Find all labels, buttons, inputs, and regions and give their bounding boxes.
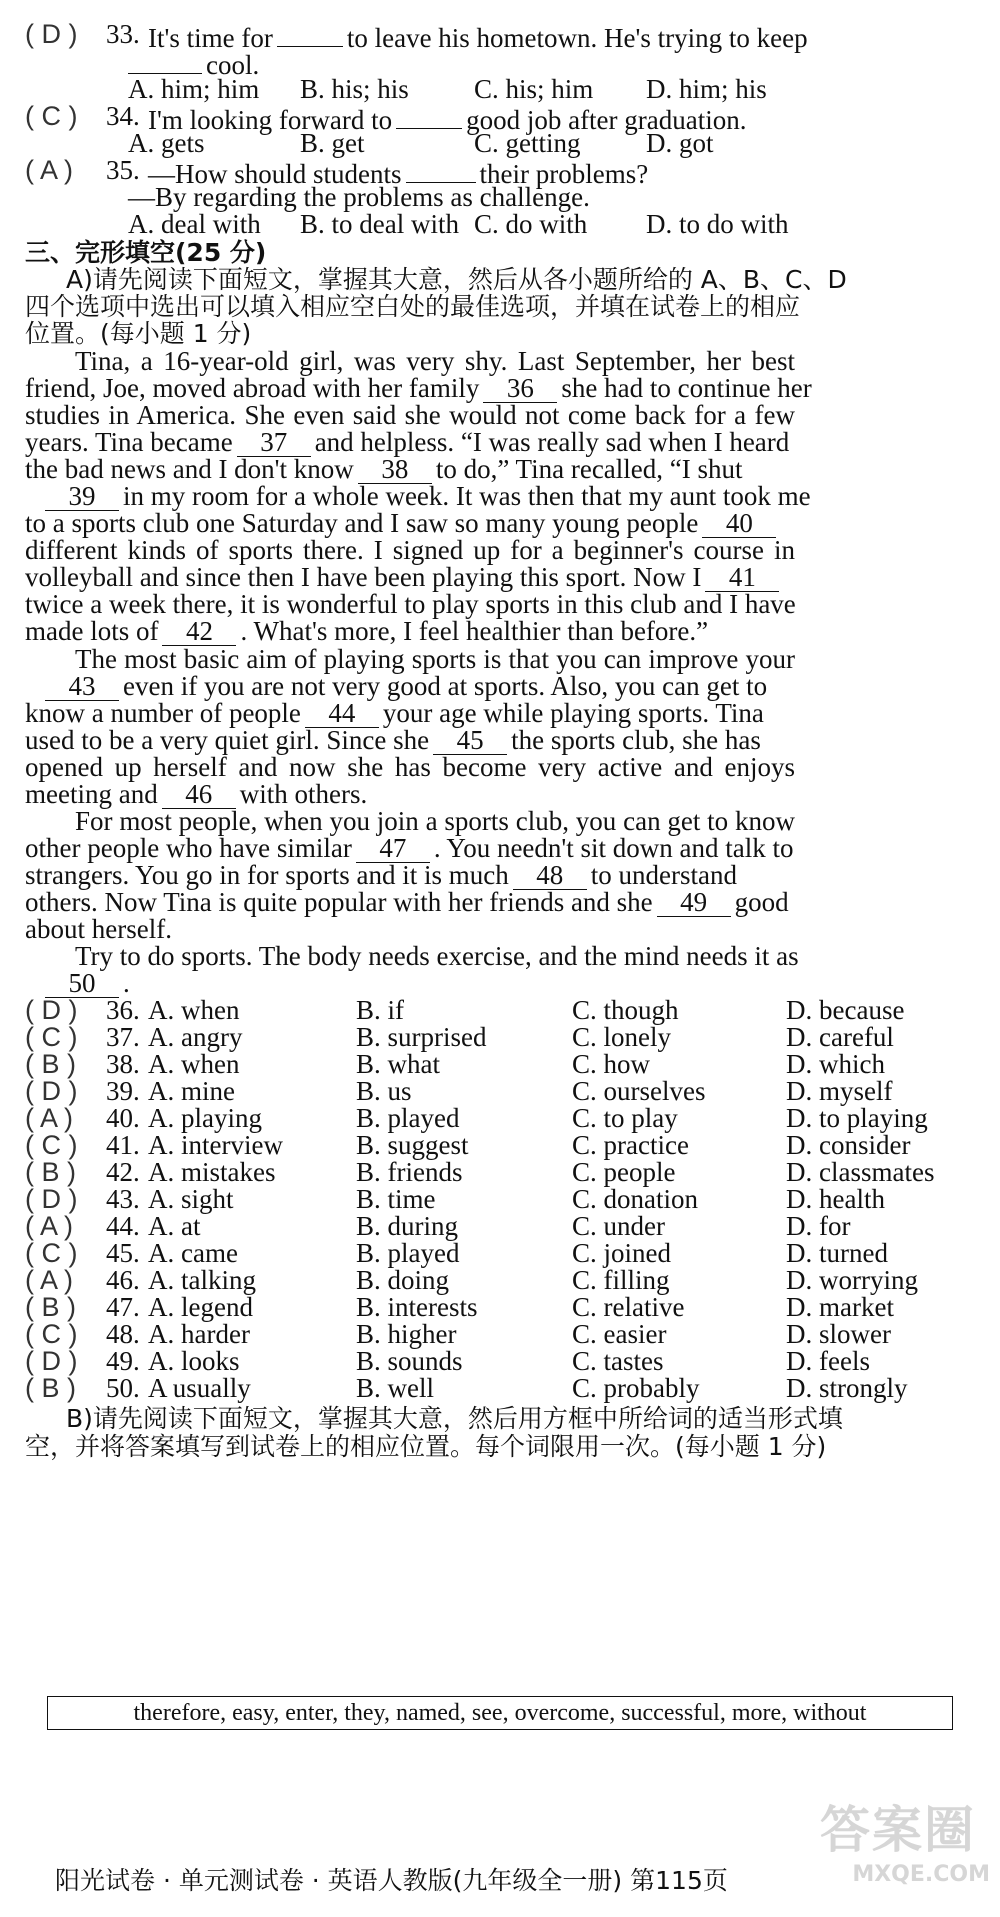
passage-line: know a number of people 44 your age while playing sports. Tina bbox=[25, 698, 764, 728]
passage-line: 43 even if you are not very good at sports. Also, you can get to bbox=[25, 670, 1000, 703]
option-row: ( D ) 49. A. looks B. sounds C. tastes D. feels bbox=[25, 1346, 870, 1376]
answer-mark: ( D ) bbox=[25, 19, 78, 49]
passage-line: to a sports club one Saturday and I saw so many young people 40 bbox=[25, 507, 1000, 540]
passage-line: The most basic aim of playing sports is that you can improve your bbox=[75, 644, 795, 674]
blank-41: 41 bbox=[705, 563, 779, 592]
option-row: ( A ) 40. A. playing B. played C. to play D. to playing bbox=[25, 1103, 928, 1133]
option-a: A. gets bbox=[128, 128, 205, 158]
question-text: It's time for to leave his hometown. He's trying to keep bbox=[148, 18, 808, 55]
option-row: ( D ) 36. A. when B. if C. though D. because bbox=[25, 995, 905, 1025]
instructions bbox=[0, 1430, 1000, 1463]
page-footer: 阳光试卷 · 单元测试卷 · 英语人教版(九年级全一册) 第115页 bbox=[55, 1866, 728, 1895]
passage-line: friend, Joe, moved abroad with her family 36 she had to continue her bbox=[25, 373, 812, 403]
option-row: ( D ) 43. A. sight B. time C. donation D. health bbox=[25, 1184, 885, 1214]
option-b: B. get bbox=[300, 128, 365, 158]
blank bbox=[406, 154, 476, 183]
option-b: B. his; his bbox=[300, 74, 409, 104]
passage-line: about herself. bbox=[25, 914, 172, 944]
option-c: C. his; him bbox=[474, 74, 594, 104]
answer-mark: ( C ) bbox=[25, 101, 78, 131]
option-d: D. got bbox=[646, 128, 714, 158]
instruction-line: 空，并将答案填写到试卷上的相应位置。每个词限用一次。(每小题 1 分) bbox=[25, 1432, 827, 1461]
passage-line: opened up herself and now she has become very active and enjoys bbox=[25, 752, 795, 782]
passage-line: twice a week there, it is wonderful to play sports in this club and I have bbox=[25, 589, 796, 619]
passage-line: the bad news and I don't know 38 to do,” Tina recalled, “I shut bbox=[25, 454, 743, 484]
option-row: ( D ) 39. A. mine B. us C. ourselves D. myself bbox=[25, 1076, 893, 1106]
option-row: ( B ) 38. A. when B. what C. how D. which bbox=[25, 1049, 885, 1079]
passage-line: studies in America. She even said she would not come back for a few bbox=[25, 400, 795, 430]
question-text: cool. bbox=[128, 45, 259, 82]
passage-line: Try to do sports. The body needs exercise, and the mind needs it as bbox=[75, 941, 799, 971]
question-number: 33. bbox=[106, 19, 140, 49]
option-row: ( C ) 37. A. angry B. surprised C. lonely D. careful bbox=[25, 1022, 894, 1052]
blank-44: 44 bbox=[305, 699, 379, 728]
passage-line: 39 in my room for a whole week. It was then that my aunt took me bbox=[25, 480, 1000, 513]
answer-mark: ( A ) bbox=[25, 155, 74, 185]
option-a: A. him; him bbox=[128, 74, 260, 104]
option-d: D. him; his bbox=[646, 74, 767, 104]
instruction-line: B)请先阅读下面短文，掌握其大意，然后用方框中所给词的适当形式填 bbox=[66, 1404, 843, 1433]
blank bbox=[128, 45, 202, 74]
blank-42: 42 bbox=[162, 617, 236, 646]
passage-line: Tina, a 16-year-old girl, was very shy. Last September, her best bbox=[75, 346, 795, 376]
watermark bbox=[820, 1790, 990, 1910]
blank bbox=[396, 100, 462, 129]
blank-40: 40 bbox=[702, 509, 776, 538]
section-heading-text: 三、完形填空(25 分) bbox=[25, 238, 267, 267]
option-b: B. to deal with bbox=[300, 209, 459, 239]
blank-38: 38 bbox=[358, 455, 432, 484]
question-number: 34. bbox=[106, 101, 140, 131]
option-row: ( B ) 50. A usually B. well C. probably D. strongly bbox=[25, 1373, 908, 1403]
option-c: C. getting bbox=[474, 128, 581, 158]
option-a: A. deal with bbox=[128, 209, 261, 239]
option-row: ( B ) 47. A. legend B. interests C. relative D. market bbox=[25, 1292, 894, 1322]
passage-line: other people who have similar 47 . You needn't sit down and talk to bbox=[25, 833, 794, 863]
question-text: —How should students their problems? bbox=[148, 154, 648, 191]
passage-line: strangers. You go in for sports and it is much 48 to understand bbox=[25, 860, 737, 890]
blank-39: 39 bbox=[45, 482, 119, 511]
watermark-url: MXQE.COM bbox=[852, 1862, 990, 1887]
blank-43: 43 bbox=[45, 672, 119, 701]
word-bank-box: therefore, easy, enter, they, named, see, overcome, successful, more, without bbox=[47, 1696, 953, 1730]
instruction-line: 四个选项中选出可以填入相应空白处的最佳选项，并填在试卷上的相应 bbox=[25, 292, 801, 321]
passage-line: 50 . bbox=[25, 967, 1000, 1000]
option-c: C. do with bbox=[474, 209, 588, 239]
passage-line: For most people, when you join a sports club, you can get to know bbox=[75, 806, 795, 836]
passage-line: meeting and 46 with others. bbox=[25, 779, 368, 809]
passage-line: used to be a very quiet girl. Since she 45 the sports club, she has bbox=[25, 725, 761, 755]
question-text: —By regarding the problems as challenge. bbox=[128, 182, 590, 212]
passage-line: years. Tina became 37 and helpless. “I was really sad when I heard bbox=[25, 427, 790, 457]
option-row: ( C ) 41. A. interview B. suggest C. practice D. consider bbox=[25, 1130, 911, 1160]
question-number: 35. bbox=[106, 155, 140, 185]
blank-45: 45 bbox=[433, 726, 507, 755]
blank-49: 49 bbox=[657, 888, 731, 917]
blank-50: 50 bbox=[45, 969, 119, 998]
instruction-line: A)请先阅读下面短文，掌握其大意，然后从各小题所给的 A、B、C、D bbox=[66, 265, 847, 294]
passage-line: others. Now Tina is quite popular with her friends and she 49 good bbox=[25, 887, 789, 917]
option-row: ( B ) 42. A. mistakes B. friends C. people D. classmates bbox=[25, 1157, 935, 1187]
blank-36: 36 bbox=[483, 374, 557, 403]
watermark-logo: 答案圈 bbox=[820, 1801, 976, 1859]
option-row: ( C ) 45. A. came B. played C. joined D. turned bbox=[25, 1238, 888, 1268]
passage-line: different kinds of sports there. I signed up for a beginner's course in bbox=[25, 535, 795, 565]
blank-48: 48 bbox=[513, 861, 587, 890]
blank-37: 37 bbox=[237, 428, 311, 457]
blank bbox=[277, 18, 343, 47]
question-text: I'm looking forward to good job after graduation. bbox=[148, 100, 747, 137]
option-row: ( A ) 44. A. at B. during C. under D. for bbox=[25, 1211, 851, 1241]
blank-46: 46 bbox=[162, 780, 236, 809]
passage-line: made lots of 42 . What's more, I feel healthier than before.” bbox=[25, 616, 709, 646]
passage-line: volleyball and since then I have been playing this sport. Now I 41 bbox=[25, 561, 1000, 594]
instruction-line: 位置。(每小题 1 分) bbox=[25, 319, 252, 348]
option-row: ( A ) 46. A. talking B. doing C. filling D. worrying bbox=[25, 1265, 918, 1295]
option-row: ( C ) 48. A. harder B. higher C. easier D. slower bbox=[25, 1319, 891, 1349]
blank-47: 47 bbox=[356, 834, 430, 863]
option-d: D. to do with bbox=[646, 209, 789, 239]
